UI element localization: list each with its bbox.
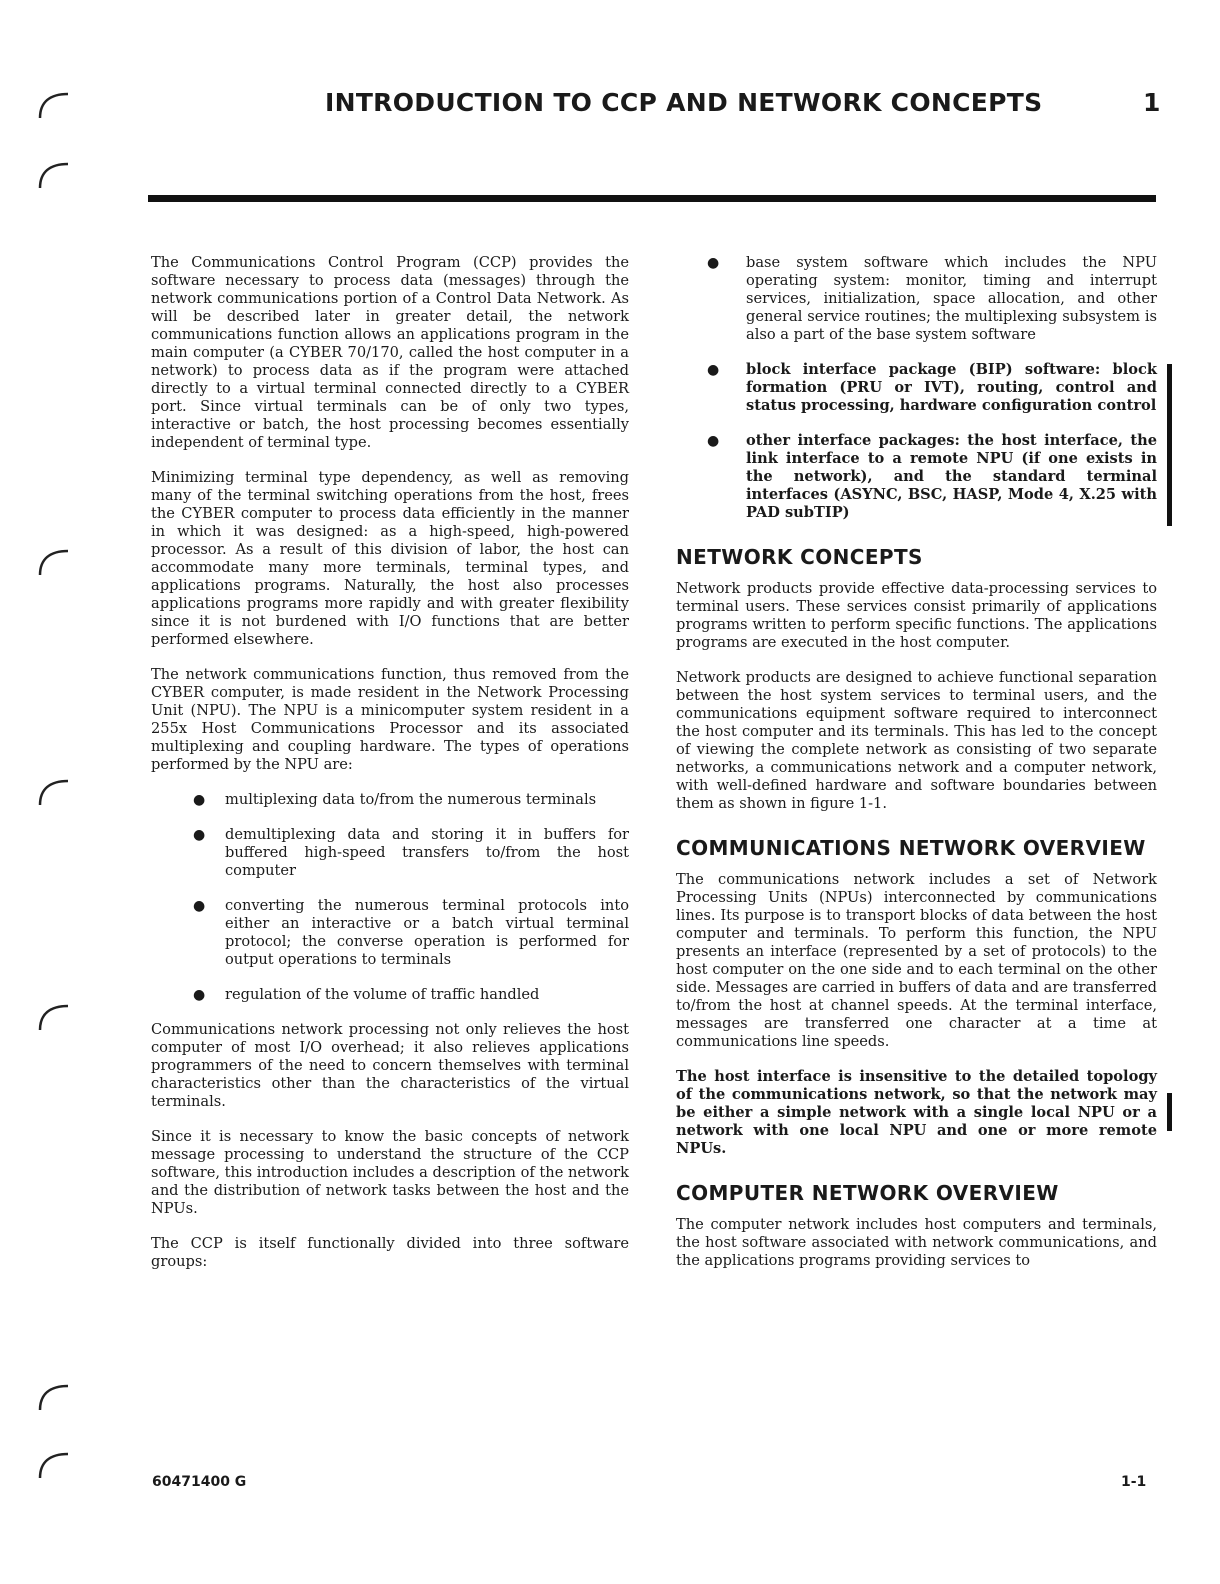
bullet-icon: ●: [193, 827, 206, 843]
change-bar: [1167, 364, 1172, 526]
communications-overview-paragraph: The communications network includes a set of Network Processing Units (NPUs) interconnected by communications lines. Its purpose is to transport blocks of data between the host computer and terminals. To perform this function, the NPU presents an interface (represented by a set of protocols) to the host computer on the one side and to each terminal on the other side. Messages are carried in buffers of data and are transferred to/from the host at channel speeds. At the terminal interface, messages are transferred one character at a time at communications line speeds.: [676, 871, 1157, 1050]
relief-paragraph: Communications network processing not only relieves the host computer of most I/O overhead; it also relieves applications programmers of the need to concern themselves with terminal characteristics other than the characteristics of the virtual terminals.: [151, 1021, 629, 1110]
section-heading-network-concepts: NETWORK CONCEPTS: [676, 545, 923, 569]
bullet-icon: ●: [707, 362, 720, 378]
binder-hole-mark: [34, 88, 74, 128]
list-item: ● converting the numerous terminal protocols into either an interactive or a batch virtual terminal protocol; the converse operation is performed for output operations to terminals: [193, 897, 629, 968]
bullet-icon: ●: [193, 987, 206, 1003]
intro-paragraph: The Communications Control Program (CCP) provides the software necessary to process data (messages) through the network communications portion of a Control Data Network. As will be described later in greater detail, the network communications function allows an applications program in the main computer (a CYBER 70/170, called the host computer in a network) to process data as if the program were attached directly to a virtual terminal connected directly to a CYBER port. Since virtual terminals can be of only two types, interactive or batch, the host processing becomes essentially independent of terminal type.: [151, 254, 629, 451]
list-item: ● base system software which includes the NPU operating system: monitor, timing and interrupt services, initialization, space allocation, and other general service routines; the multiplexing subsystem is also a part of the base system software: [707, 254, 1157, 343]
document-number: 60471400 G: [152, 1474, 247, 1490]
network-concepts-paragraph: Network products are designed to achieve functional separation between the host system services to terminal users, and the communications equipment software required to interconnect the host computer and its terminals. This has led to the concept of viewing the complete network as consisting of two separate networks, a communications network and a computer network, with well-defined hardware and software boundaries between them as shown in figure 1-1.: [676, 669, 1157, 812]
binder-hole-mark: [34, 545, 74, 585]
left-column: [151, 254, 629, 1288]
list-item: ● other interface packages: the host interface, the link interface to a remote NPU (if one exists in the network), and the standard terminal interfaces (ASYNC, BSC, HASP, Mode 4, X.25 with PAD subTIP): [707, 432, 1157, 521]
npu-operations-list: [151, 791, 629, 1004]
chapter-title: INTRODUCTION TO CCP AND NETWORK CONCEPTS: [325, 88, 1043, 117]
computer-overview-paragraph: The computer network includes host computers and terminals, the host software associated with network communications, and the applications programs providing services to: [676, 1216, 1157, 1269]
bullet-icon: ●: [193, 898, 206, 914]
list-item: ● regulation of the volume of traffic handled: [193, 986, 540, 1003]
bullet-icon: ●: [707, 433, 720, 449]
binder-hole-mark: [34, 158, 74, 198]
change-bar: [1167, 1093, 1172, 1131]
list-item: ● block interface package (BIP) software: block formation (PRU or IVT), routing, control and status processing, hardware configuration control: [707, 361, 1157, 414]
binder-hole-mark: [34, 1380, 74, 1420]
bullet-icon: ●: [707, 255, 720, 271]
bullet-icon: ●: [193, 792, 206, 808]
host-interface-paragraph: The host interface is insensitive to the detailed topology of the communications network, so that the network may be either a simple network with a single local NPU or a network with one local NPU and one or more remote NPUs.: [676, 1068, 1157, 1157]
right-column: [676, 254, 1157, 1287]
chapter-number: 1: [1143, 88, 1161, 117]
page-number: 1-1: [1121, 1474, 1147, 1490]
section-heading-communications-overview: COMMUNICATIONS NETWORK OVERVIEW: [676, 836, 1146, 860]
list-item: ● multiplexing data to/from the numerous terminals: [193, 791, 597, 808]
title-rule: [148, 195, 1156, 202]
binder-hole-mark: [34, 1000, 74, 1040]
binder-hole-mark: [34, 1448, 74, 1488]
section-heading-computer-overview: COMPUTER NETWORK OVERVIEW: [676, 1181, 1059, 1205]
npu-paragraph: The network communications function, thus removed from the CYBER computer, is made resident in the Network Processing Unit (NPU). The NPU is a minicomputer system resident in a 255x Host Communications Processor and its associated multiplexing and coupling hardware. The types of operations performed by the NPU are:: [151, 666, 629, 773]
ccp-groups-paragraph: The CCP is itself functionally divided into three software groups:: [151, 1235, 629, 1270]
binder-hole-mark: [34, 775, 74, 815]
list-item: ● demultiplexing data and storing it in buffers for buffered high-speed transfers to/from the host computer: [193, 826, 629, 879]
introduction-scope-paragraph: Since it is necessary to know the basic concepts of network message processing to understand the structure of the CCP software, this introduction includes a description of the network and the distribution of network tasks between the host and the NPUs.: [151, 1128, 629, 1217]
terminal-dependency-paragraph: Minimizing terminal type dependency, as well as removing many of the terminal switching operations from the host, frees the CYBER computer to process data efficiently in the manner in which it was designed: as a high-speed, high-powered processor. As a result of this division of labor, the host can accommodate many more terminals, terminal types, and applications programs. Naturally, the host also processes applications programs more rapidly and with greater flexibility since it is not burdened with I/O functions that are better performed elsewhere.: [151, 469, 629, 648]
network-concepts-paragraph: Network products provide effective data-processing services to terminal users. These services consist primarily of applications programs written to perform specific functions. The applications programs are executed in the host computer.: [676, 580, 1157, 651]
software-groups-list: [676, 254, 1157, 522]
